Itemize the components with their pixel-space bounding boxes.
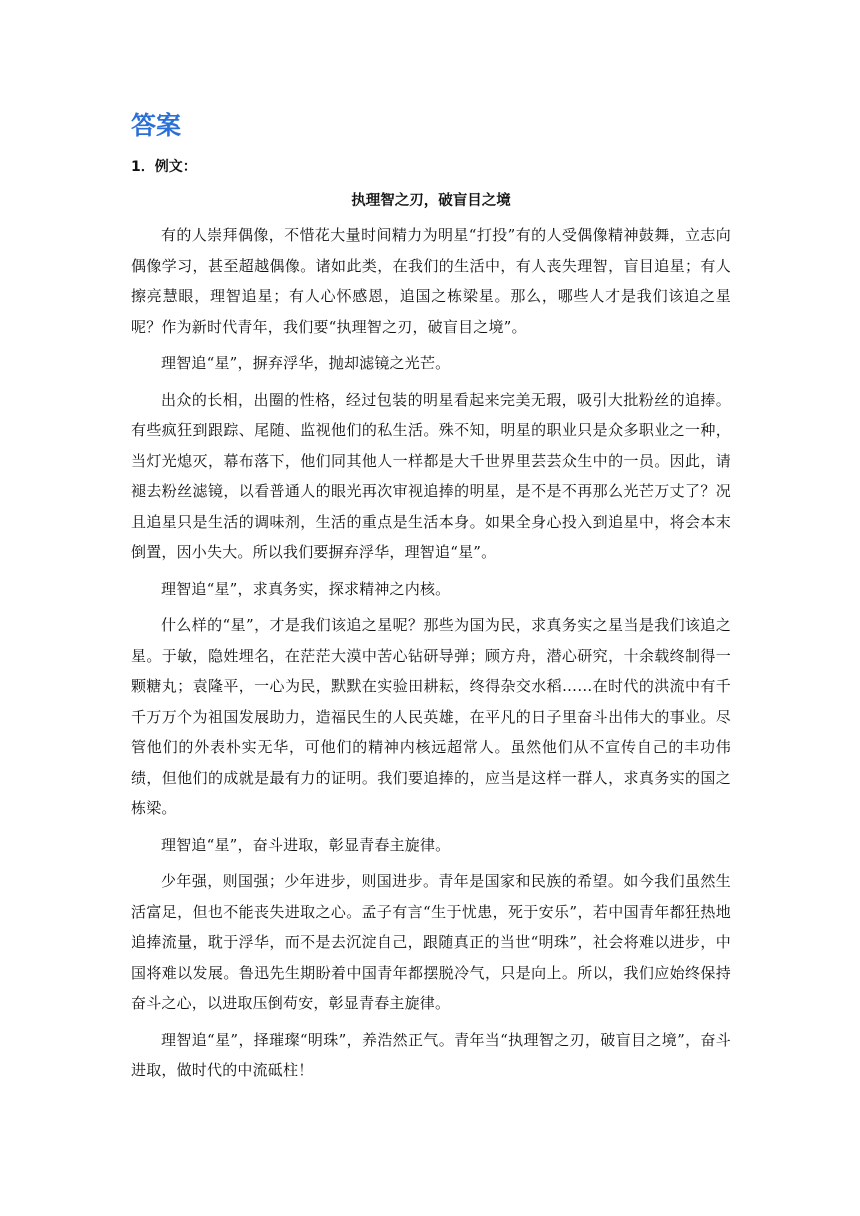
essay-title: 执理智之刃，破盲目之境 bbox=[351, 193, 511, 209]
essay-paragraph: 有的人崇拜偶像，不惜花大量时间精力为明星“打投”有的人受偶像精神鼓舞，立志向偶像学习，甚至超越偶像。诸如此类，在我们的生活中，有人丧失理智，盲目追星；有人擦亮慧眼，理智追星；有人心怀感恩，追国之栋梁星。那么，哪些人才是我们该追之星呢？作为新时代青年，我们要“执理智之刃，破盲目之境”。 bbox=[131, 226, 731, 336]
essay-paragraph: 出众的长相，出圈的性格，经过包装的明星看起来完美无瑕，吸引大批粉丝的追捧。有些疯狂到跟踪、尾随、监视他们的私生活。殊不知，明星的职业只是众多职业之一种，当灯光熄灭，幕布落下，他们同其他人一样都是大千世界里芸芸众生中的一员。因此，请褪去粉丝滤镜，以看普通人的眼光再次审视追捧的明星，是不是不再那么光芒万丈了？况且追星只是生活的调味剂，生活的重点是生活本身。如果全身心投入到追星中，将会本末倒置，因小失大。所以我们要摒弃浮华，理智追“星”。 bbox=[131, 390, 731, 561]
essay-paragraph: 少年强，则国强；少年进步，则国进步。青年是国家和民族的希望。如今我们虽然生活富足，但也不能丧失进取之心。孟子有言“生于忧患，死于安乐”，若中国青年都狂热地追捧流量，耽于浮华，而不是去沉淀自己，跟随真正的当世“明珠”，社会将难以进步，中国将难以发展。鲁迅先生期盼着中国青年都摆脱冷气，只是向上。所以，我们应始终保持奋斗之心，以进取压倒苟安，彰显青春主旋律。 bbox=[131, 872, 731, 1012]
essay-paragraph: 理智追“星”，奋斗进取，彰显青春主旋律。 bbox=[161, 835, 451, 854]
answer-heading: 答案 bbox=[131, 111, 182, 140]
essay-paragraph: 理智追“星”，摒弃浮华，抛却滤镜之光芒。 bbox=[161, 354, 451, 372]
question-number-label: 1．例文： bbox=[131, 159, 197, 175]
essay-paragraph: 什么样的“星”，才是我们该追之星呢？那些为国为民，求真务实之星当是我们该追之星。于敏，隐姓埋名，在茫茫大漠中苦心钻研导弹；顾方舟，潜心研究，十余载终制得一颗糖丸；袁隆平，一心为民，默默在实验田耕耘，终得杂交水稻……在时代的洪流中有千千万万个为祖国发展助力，造福民生的人民英雄，在平凡的日子里奋斗出伟大的事业。尽管他们的外表朴实无华，可他们的精神内核远超常人。虽然他们从不宣传自己的丰功伟绩，但他们的成就是最有力的证明。我们要追捧的，应当是这样一群人，求真务实的国之栋梁。 bbox=[131, 616, 731, 817]
essay-paragraph: 理智追“星”，择璀璨“明珠”，养浩然正气。青年当“执理智之刃，破盲目之境”，奋斗进取，做时代的中流砥柱！ bbox=[131, 1030, 731, 1079]
essay-paragraph: 理智追“星”，求真务实，探求精神之内核。 bbox=[161, 579, 451, 598]
answer-section bbox=[131, 106, 731, 1092]
